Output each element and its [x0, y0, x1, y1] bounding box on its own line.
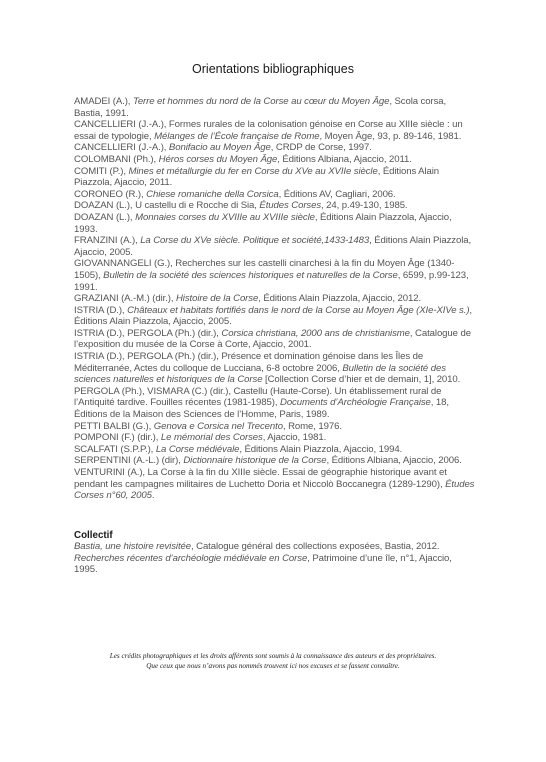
- bibliography-entry: ISTRIA (D.), PERGOLA (Ph.) (dir.), Présence et domination génoise dans les Îles de Méditerranée, Actes du colloque de Lucciana, 6-8 octobre 2006, Bulletin de la société des sciences naturelles et historiques de la Corse [Collection Corse d’hier et de demain, 1], 2010.: [74, 351, 461, 386]
- page-title: Orientations bibliographiques: [192, 62, 354, 76]
- bibliography-entry: PERGOLA (Ph.), VISMARA (C.) (dir.), Castellu (Haute-Corse). Un établissement rural de l’Antiquité tardive. Fouilles récentes (1981-1985), Documents d’Archéologie Française, 18, Éditions de la Maison des Sciences de l’Homme, Paris, 1989.: [74, 385, 449, 421]
- bibliography-entry: DOAZAN (L.), Monnaies corses du XVIIIe au XVIIIe siècle, Éditions Alain Piazzola, Ajaccio, 1993.: [74, 211, 452, 235]
- collectif-entry: Recherches récentes d’archéologie médiévale en Corse, Patrimoine d’une île, n°1, Ajaccio, 1995.: [74, 552, 452, 576]
- bibliography-entry: CANCELLIERI (J.-A.), Bonifacio au Moyen Âge, CRDP de Corse, 1997.: [74, 142, 372, 154]
- bibliography-entry: SCALFATI (S.P.P.), La Corse médiévale, Éditions Alain Piazzola, Ajaccio, 1994.: [74, 443, 403, 455]
- bibliography-entry: DOAZAN (L.), U castellu di e Rocche di Sia, Études Corses, 24, p.49-130, 1985.: [74, 200, 408, 212]
- bibliography-entry: CANCELLIERI (J.-A.), Formes rurales de la colonisation génoise en Corse au XIIIe siècle : un essai de typologie, Mélanges de l’École française de Rome, Moyen Âge, 93, p. 89-146, 1981.: [74, 119, 463, 142]
- bibliography-entry: VENTURINI (A.), La Corse à la fin du XIIIe siècle. Essai de géographie historique avant et pendant les campagnes militaires de Luchetto Doria et Niccolò Boccanegra (1289-1290), Études Corses n°60, 2005.: [74, 467, 475, 502]
- bibliography-entry: AMADEI (A.), Terre et hommes du nord de la Corse au cœur du Moyen Âge, Scola corsa, Bastia, 1991.: [74, 96, 447, 119]
- credits-line: Que ceux que nous n’avons pas nommés trouvent ici nos excuses et se fassent connaître.: [146, 662, 400, 670]
- bibliography-entry: GRAZIANI (A.-M.) (dir.), Histoire de la Corse, Éditions Alain Piazzola, Ajaccio, 2012.: [74, 293, 422, 305]
- bibliography-list: [74, 96, 476, 502]
- bibliography-entry: SERPENTINI (A.-L.) (dir), Dictionnaire historique de la Corse, Éditions Albiana, Ajaccio, 2006.: [74, 455, 462, 467]
- collectif-list: [74, 541, 476, 576]
- bibliography-entry: FRANZINI (A.), La Corse du XVe siècle. Politique et société,1433-1483, Éditions Alain Piazzola, Ajaccio, 2005.: [74, 235, 472, 258]
- bibliography-entry: ISTRIA (D.), Châteaux et habitats fortifiés dans le nord de la Corse au Moyen Âge (XIe-XIVe s.), Éditions Alain Piazzola, Ajaccio, 2005.: [74, 304, 472, 328]
- collectif-entry: Bastia, une histoire revisitée, Catalogue général des collections exposées, Bastia, 2012.: [74, 541, 440, 552]
- bibliography-entry: ISTRIA (D.), PERGOLA (Ph.) (dir.), Corsica christiana, 2000 ans de christianisme, Catalogue de l’exposition du musée de la Corse à Corte, Ajaccio, 2001.: [74, 327, 471, 351]
- bibliography-entry: POMPONI (F.) (dir.), Le mémorial des Corses, Ajaccio, 1981.: [74, 432, 327, 444]
- bibliography-entry: COLOMBANI (Ph.), Héros corses du Moyen Âge, Éditions Albiana, Ajaccio, 2011.: [74, 153, 412, 165]
- bibliography-entry: CORONEO (R.), Chiese romaniche della Corsica, Éditions AV, Cagliari, 2006.: [74, 188, 396, 200]
- section-heading-collectif: Collectif: [74, 530, 113, 541]
- bibliography-entry: COMITI (P.), Mines et métallurgie du fer en Corse du XVe au XVIIe siècle, Éditions Alain Piazzola, Ajaccio, 2011.: [74, 165, 440, 189]
- bibliography-entry: PETTI BALBI (G.), Genova e Corsica nel Trecento, Rome, 1976.: [74, 420, 342, 432]
- credits-line: Les crédits photographiques et les droits afférents sont soumis à la connaissance des auteurs et des propriétaires.: [109, 652, 437, 660]
- photo-credits-note: [0, 651, 546, 671]
- bibliography-entry: GIOVANNANGELI (G.), Recherches sur les castelli cinarchesi à la fin du Moyen Âge (1340-1505), Bulletin de la société des sciences historiques et naturelles de la Corse, 6599, p.99-123, 1991.: [74, 258, 469, 293]
